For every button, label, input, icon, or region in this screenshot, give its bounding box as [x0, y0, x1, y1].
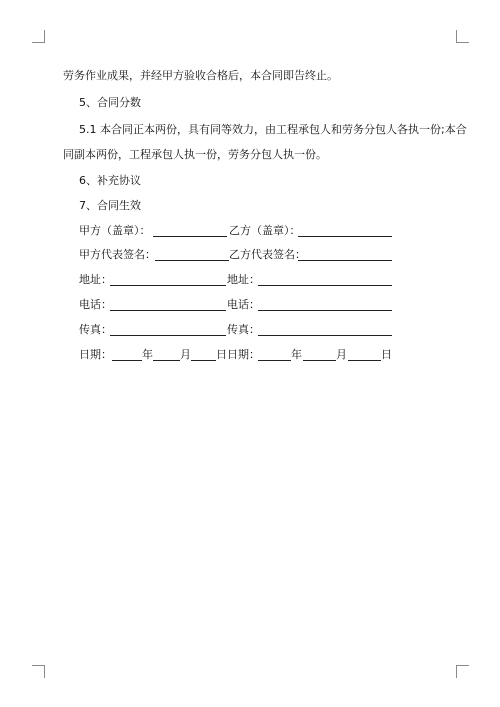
party-a-date-label: 日期：: [79, 348, 112, 361]
party-a-month-field[interactable]: [153, 348, 180, 361]
party-a-seal-field[interactable]: [153, 224, 227, 237]
party-b-day-label: 日: [381, 348, 392, 361]
party-b-day-field[interactable]: [348, 348, 381, 361]
party-a-phone-label: 电话：: [79, 298, 112, 311]
party-b-address-label: 地址：: [227, 273, 260, 286]
paragraph-5-1-line-1: 5.1 本合同正本两份，具有同等效力，由工程承包人和劳务分包人各执一份;本合: [79, 123, 467, 136]
party-a-fax-field[interactable]: [110, 323, 226, 336]
corner-mark-top-right: [456, 30, 469, 43]
party-a-month-label: 月: [180, 348, 191, 361]
party-b-rep-field[interactable]: [298, 248, 392, 261]
party-a-day-label: 日: [216, 348, 227, 361]
party-b-fax-field[interactable]: [258, 323, 392, 336]
party-a-day-field[interactable]: [191, 348, 216, 361]
party-a-phone-field[interactable]: [110, 298, 226, 311]
party-b-rep-label: 乙方代表签名：: [229, 248, 306, 261]
party-b-seal-label: 乙方（盖章）：: [229, 224, 301, 237]
heading-supplementary-agreement: 6、补充协议: [79, 174, 141, 187]
party-a-year-label: 年: [142, 348, 153, 361]
party-b-address-field[interactable]: [258, 273, 392, 286]
party-a-rep-label: 甲方代表签名：: [79, 248, 156, 261]
party-b-phone-field[interactable]: [258, 298, 392, 311]
party-b-month-label: 月: [336, 348, 347, 361]
corner-mark-bottom-right: [456, 665, 469, 678]
party-a-year-field[interactable]: [112, 348, 142, 361]
party-a-seal-label: 甲方（盖章）：: [79, 224, 151, 237]
party-b-seal-field[interactable]: [298, 224, 392, 237]
party-b-date-label: 日期：: [227, 348, 260, 361]
corner-mark-top-left: [32, 30, 45, 43]
party-a-fax-label: 传真：: [79, 323, 112, 336]
party-b-month-field[interactable]: [303, 348, 336, 361]
paragraph-completion: 劳务作业成果，并经甲方验收合格后，本合同即告终止。: [63, 69, 338, 82]
paragraph-5-1-line-2: 同副本两份，工程承包人执一份，劳务分包人执一份。: [63, 148, 327, 161]
party-b-fax-label: 传真：: [227, 323, 260, 336]
heading-contract-copies: 5、合同分数: [79, 96, 141, 109]
party-a-rep-field[interactable]: [155, 248, 229, 261]
party-b-phone-label: 电话：: [227, 298, 260, 311]
heading-contract-effective: 7、合同生效: [79, 199, 141, 212]
party-b-year-label: 年: [291, 348, 302, 361]
party-a-address-field[interactable]: [110, 273, 226, 286]
party-a-address-label: 地址：: [79, 273, 112, 286]
corner-mark-bottom-left: [32, 665, 45, 678]
party-b-year-field[interactable]: [258, 348, 291, 361]
